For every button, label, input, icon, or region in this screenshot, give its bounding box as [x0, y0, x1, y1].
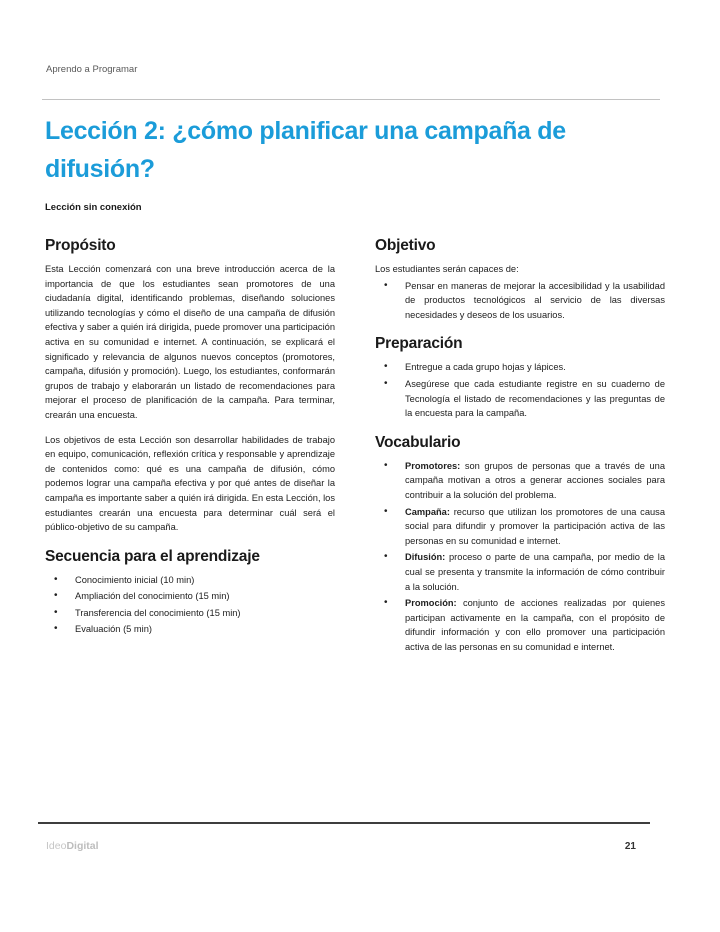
list-item: • Entregue a cada grupo hojas y lápices.	[375, 360, 665, 375]
vocab-term: Promoción:	[405, 598, 457, 609]
header-divider	[42, 99, 660, 100]
proposito-paragraph-1: Esta Lección comenzará con una breve introducción acerca de la importancia de que los estudiantes sean promotores de una ciudadanía digital, identificando problemas, diseñando soluciones utilizando tecnologías y cómo el diseño de una campaña de difusión efectiva y saber a quién irá dirigida, puede promover una participación activa en su comunidad e internet. A continuación, se explicará el significado y relevancia de algunos nuevos conceptos (promotores, campaña, difusión y promoción). Luego, los estudiantes, conformarán grupos de trabajo y elaborarán un listado de recomendaciones para mejorar el proceso de planificación de la campaña. Para terminar, crearán una encuesta.	[45, 264, 335, 420]
vocab-definition: conjunto de acciones realizadas por quienes participan activamente en la campaña, con el propósito de difundir información y con ello promover una participación activa de las personas en su comunidad e internet.	[405, 598, 665, 652]
vocab-item	[375, 550, 665, 594]
list-item: • Ampliación del conocimiento (15 min)	[45, 589, 335, 604]
vocab-item	[375, 596, 665, 654]
vocabulario-list	[375, 459, 665, 655]
left-column	[45, 236, 335, 656]
list-item: • Evaluación (5 min)	[45, 622, 335, 637]
objetivo-list	[375, 279, 665, 323]
page-title: Lección 2: ¿cómo planificar una campaña de difusión?	[45, 117, 566, 183]
vocab-definition: son grupos de personas que a través de una campaña motivan a otros a generar acciones sociales para contribuir a la solución del problema.	[405, 460, 665, 500]
footer-brand	[46, 840, 99, 852]
vocab-term: Promotores:	[405, 460, 461, 471]
preparacion-list	[375, 360, 665, 420]
lesson-mode-label: Lección sin conexión	[45, 202, 142, 213]
footer-brand-light: Ideo	[46, 840, 67, 852]
vocab-item	[375, 505, 665, 549]
objetivo-heading: Objetivo	[375, 237, 436, 254]
vocabulario-heading: Vocabulario	[375, 433, 461, 451]
header-brand: Aprendo a Programar	[46, 64, 138, 75]
proposito-heading: Propósito	[45, 237, 116, 254]
vocab-definition: proceso o parte de una campaña, por medio de la cual se presenta y transmite la información de cómo contribuir a la solución.	[405, 552, 665, 592]
list-item: • Conocimiento inicial (10 min)	[45, 573, 335, 588]
footer-brand-bold: Digital	[66, 840, 99, 852]
list-item: • Asegúrese que cada estudiante registre en su cuaderno de Tecnología el listado de recomendaciones y las preguntas de la encuesta para la campaña.	[375, 377, 665, 421]
secuencia-heading: Secuencia para el aprendizaje	[45, 547, 260, 565]
vocab-term: Campaña:	[405, 506, 450, 517]
objetivo-intro: Los estudiantes serán capaces de:	[375, 264, 519, 274]
proposito-paragraph-2: Los objetivos de esta Lección son desarrollar habilidades de trabajo en equipo, comunicación, reflexión crítica y responsable y aprendizaje de contenidos como: qué es una campaña de difusión, cómo podemos lograr una campaña efectiva y por qué antes de diseñar la campaña es importante saber a quién irá dirigida. En esta Lección, los estudiantes crearán una encuesta para determinar cuál será el público-objetivo de su campaña.	[45, 434, 335, 533]
vocab-definition: recurso que utilizan los promotores de una causa social para difundir y promover la participación activa de las personas en su comunidad e internet.	[405, 506, 665, 546]
list-item: • Pensar en maneras de mejorar la accesibilidad y la usabilidad de productos tecnológicos al servicio de las diversas necesidades y deseos de los usuarios.	[375, 279, 665, 323]
list-item: • Transferencia del conocimiento (15 min)	[45, 606, 335, 621]
footer-divider	[38, 822, 650, 824]
vocab-item	[375, 459, 665, 503]
right-column	[375, 236, 665, 656]
vocab-term: Difusión:	[405, 552, 446, 563]
content-columns	[45, 236, 665, 656]
secuencia-list	[45, 573, 335, 637]
page-number: 21	[624, 841, 636, 852]
preparacion-heading: Preparación	[375, 335, 463, 353]
footer	[46, 840, 636, 852]
